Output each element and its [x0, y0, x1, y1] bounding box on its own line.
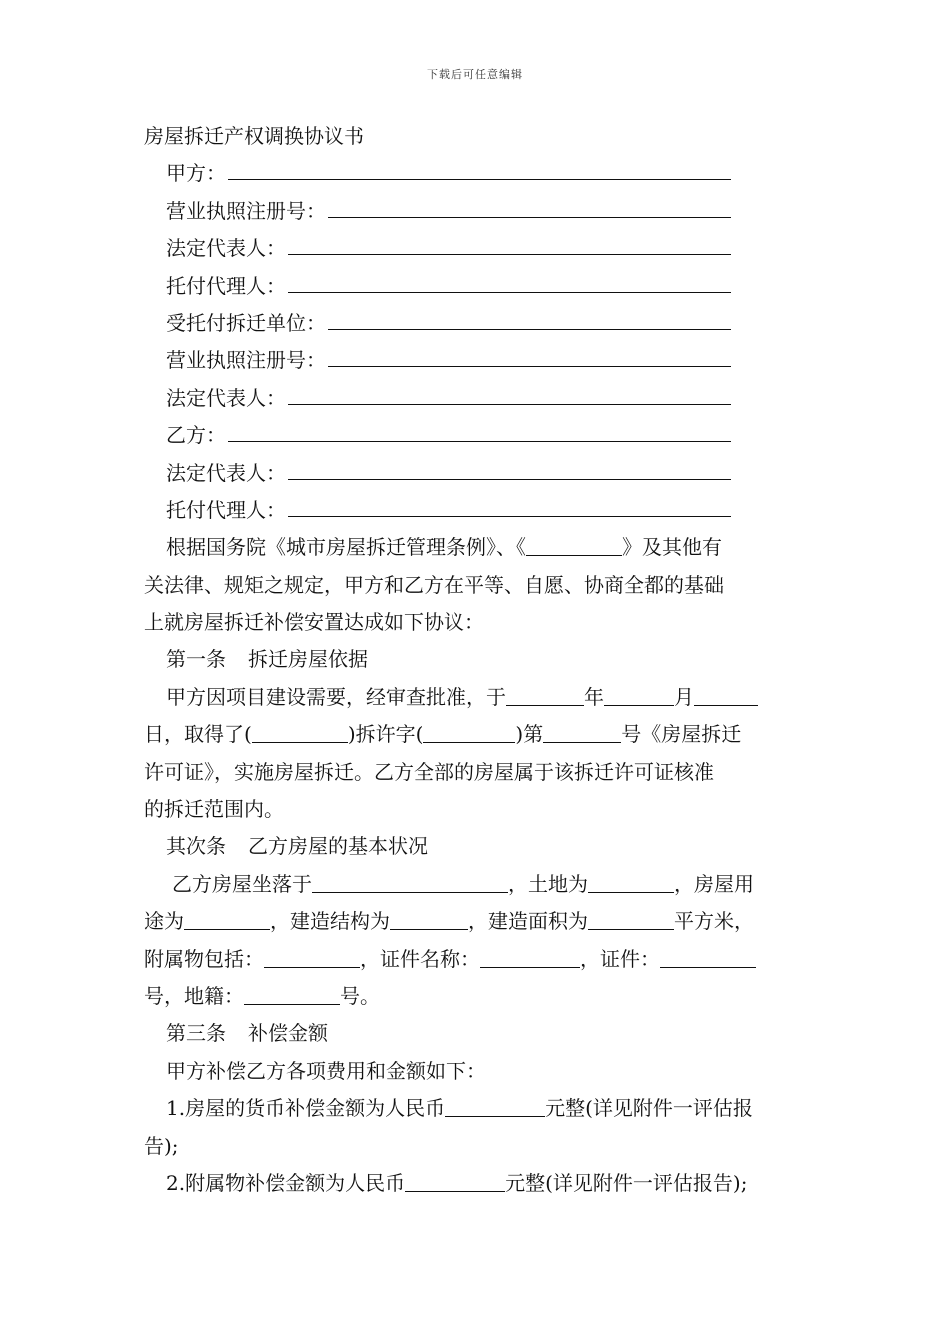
fill-blank[interactable] [588, 909, 674, 930]
article-1-heading: 第一条 拆迁房屋依据 [166, 647, 368, 672]
fill-blank[interactable] [445, 1096, 545, 1117]
article-3-item-1: 1.房屋的货币补偿金额为人民币 元整(详见附件一评估报 [166, 1096, 753, 1121]
article-3-item-1-cont: 告); [144, 1133, 179, 1158]
fill-blank[interactable] [228, 417, 731, 442]
fill-blank[interactable] [288, 492, 731, 517]
party-a-field: 甲方： [144, 155, 731, 192]
fill-blank[interactable] [660, 947, 756, 968]
fill-blank[interactable] [604, 685, 674, 706]
article-2-line-1: 乙方房屋坐落于 ，土地为 ，房屋用 [172, 871, 754, 896]
article-2-heading: 其次条 乙方房屋的基本状况 [166, 834, 428, 859]
fill-blank[interactable] [423, 722, 515, 743]
article-1-line-3: 许可证》，实施房屋拆迁。乙方全部的房屋属于该拆迁许可证核准 [144, 759, 714, 784]
legal-rep-field-2: 法定代表人： [144, 380, 731, 417]
article-1-line-2: 日，取得了( )拆许字( )第 号《房屋拆迁 [144, 722, 742, 747]
fill-blank[interactable] [312, 872, 508, 893]
fill-blank[interactable] [390, 909, 468, 930]
fill-blank[interactable] [526, 535, 622, 556]
fill-blank[interactable] [288, 455, 731, 480]
agent-field-2: 托付代理人： [144, 492, 731, 529]
fill-blank[interactable] [288, 380, 731, 405]
business-license-field-2: 营业执照注册号： [144, 342, 731, 379]
legal-rep-field: 法定代表人： [144, 230, 731, 267]
fill-blank[interactable] [328, 342, 731, 367]
article-1-line-1: 甲方因项目建设需要，经审查批准，于 年 月 [144, 679, 806, 716]
fill-blank[interactable] [588, 872, 674, 893]
article-3-intro: 甲方补偿乙方各项费用和金额如下： [166, 1058, 486, 1083]
article-2-line-3: 附属物包括： ，证件名称： ，证件： [144, 941, 806, 978]
preamble-line-3: 上就房屋拆迁补偿安置达成如下协议： [144, 610, 484, 635]
fill-blank[interactable] [405, 1171, 505, 1192]
business-license-field: 营业执照注册号： [144, 193, 731, 230]
fill-blank[interactable] [228, 155, 731, 180]
article-1-line-4: 的拆迁范围内。 [144, 797, 284, 822]
fill-blank[interactable] [184, 909, 270, 930]
article-3-item-2: 2.附属物补偿金额为人民币 元整(详见附件一评估报告); [166, 1170, 748, 1195]
party-b-field: 乙方： [144, 417, 731, 454]
fill-blank[interactable] [244, 984, 340, 1005]
fill-blank[interactable] [288, 268, 731, 293]
fill-blank[interactable] [328, 305, 731, 330]
article-2-line-2: 途为 ，建造结构为 ，建造面积为 平方米， [144, 909, 754, 934]
header-note: 下载后可任意编辑 [427, 68, 523, 81]
document-body [144, 118, 806, 1202]
fill-blank[interactable] [506, 685, 584, 706]
fill-blank[interactable] [328, 193, 731, 218]
article-3-heading: 第三条 补偿金额 [166, 1021, 328, 1046]
legal-rep-field-3: 法定代表人： [144, 455, 731, 492]
fill-blank[interactable] [252, 722, 348, 743]
fill-blank[interactable] [694, 685, 758, 706]
preamble-line-2: 关法律、规矩之规定，甲方和乙方在平等、自愿、协商全都的基础 [144, 572, 724, 597]
preamble-line-1: 根据国务院《城市房屋拆迁管理条例》、《 》及其他有 [166, 535, 722, 560]
entrusted-unit-field: 受托付拆迁单位： [144, 305, 731, 342]
fill-blank[interactable] [288, 230, 731, 255]
fill-blank[interactable] [264, 947, 360, 968]
agent-field: 托付代理人： [144, 268, 731, 305]
article-2-line-4: 号，地籍： 号。 [144, 983, 380, 1008]
document-title: 房屋拆迁产权调换协议书 [144, 124, 364, 148]
fill-blank[interactable] [543, 722, 621, 743]
fill-blank[interactable] [480, 947, 580, 968]
